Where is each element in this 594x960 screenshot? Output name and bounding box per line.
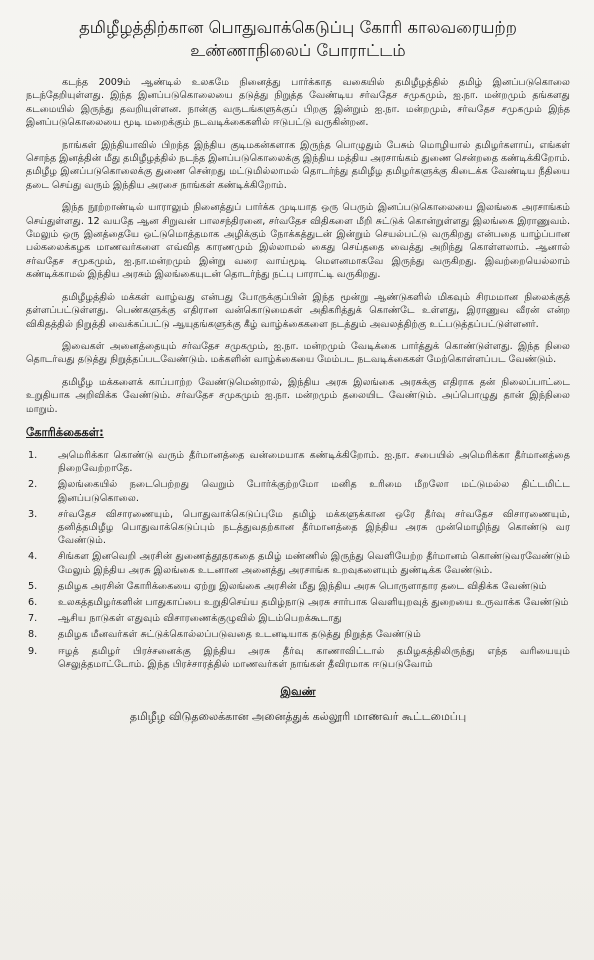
demand-number: 2. bbox=[28, 479, 38, 491]
demand-item bbox=[26, 596, 570, 609]
demand-text: சர்வதேச விசாரணையும், பொதுவாக்கெடுப்புமே தமிழ் மக்களுக்கான ஒரே தீர்வு சர்வதேச விசாரணையும், தனித்தமிழீழ பொதுவாக்கெடுப்பும் நடத்துவதற்கான தீர்மானத்தை இந்திய அரசு முன்மொழிந்து கொண்டு வர வேண்டும். bbox=[58, 508, 570, 547]
demand-text: சிங்கள இனவெறி அரசின் துணைத்தூதரகதை தமிழ் மண்ணில் இருந்து வெளியேற்ற தீர்மானம் கொண்டுவரவேண்டும் மேலும் இந்திய அரசு இலங்கை உடனான அனைத்து அரசாங்க உறவுகளையும் துண்டிக்க வேண்டும். bbox=[58, 551, 570, 576]
demand-number: 6. bbox=[28, 596, 38, 608]
demands-heading: கோரிக்கைகள்: bbox=[26, 424, 104, 439]
demand-item bbox=[26, 628, 570, 641]
demand-text: உலகத்தமிழர்களின் பாதுகாப்பை உறுதிசெய்ய தமிழ்நாடு அரசு சார்பாக வெளியுறவுத் துறையை உருவாக்க வேண்டும் bbox=[58, 596, 569, 608]
paragraph-6: தமிழீழ மக்களைக் காப்பாற்ற வேண்டுமென்றால், இந்திய அரசு இலங்கை அரசுக்கு எதிராக தன் நிலைப்பாட்டை உறுதியாக அறிவிக்க வேண்டும். சர்வதேச சமுகமும் ஐ.நா. மன்றமும் தலையிட வேண்டும். அப்பொழுது தான் இந்நிலை மாறும். bbox=[26, 376, 570, 415]
demand-number: 3. bbox=[28, 508, 38, 520]
signature-organization: தமிழீழ விடுதலைக்கான அனைத்துக் கல்லூரி மாணவர் கூட்டமைப்பு bbox=[129, 709, 467, 723]
demand-item bbox=[26, 645, 570, 671]
demand-number: 5. bbox=[28, 580, 38, 592]
demand-text: ஆசிய நாடுகள் எதுவும் விசாரணைக்குழுவில் இடம்பெறக்கூடாது bbox=[58, 613, 342, 625]
demand-text: அமெரிக்கா கொண்டு வரும் தீர்மானத்தை வன்மையாக கண்டிக்கிறோம். ஐ.நா. சபையில் அமெரிக்கா தீர்மானத்தை நிறைவேற்றாதே. bbox=[58, 449, 570, 475]
demand-number: 8. bbox=[28, 629, 38, 641]
demand-item bbox=[26, 580, 570, 593]
demand-text: இலங்கையில் நடைபெற்றது வெறும் போர்க்குற்றமோ மனித உரிமை மீறலோ மட்டுமல்ல திட்டமிட்ட இனப்படுகொலை. bbox=[58, 479, 570, 504]
paragraph-2: நாங்கள் இந்தியாவில் பிறந்த இந்திய குடிமகன்களாக இருந்த பொழுதும் பேசும் மொழியால் தமிழர்களாய், எங்கள் சொந்த இனத்தின் மீது தமிழீழத்தில் நடந்த இனப்படுகொலைக்கு இந்திய மத்திய அரசாங்கம் துணை சென்றதை கண்டிக்கிறோம். தமிழீழ இனப்படுகொலைக்கு துணை சென்றது மட்டுமில்லாமல் தொடர்ந்து தமிழீழ தமிழர்களுக்கு கிடைக்க வேண்டிய நீதியை தடை செய்து வரும் இந்திய அரசை நாங்கள் கண்டிக்கிறோம். bbox=[26, 139, 570, 191]
document-title bbox=[26, 16, 570, 62]
demand-item bbox=[26, 550, 570, 576]
demand-number: 9. bbox=[28, 645, 38, 657]
demand-item bbox=[26, 612, 570, 625]
demand-text: தமிழக மீனவர்கள் சுட்டுக்கொல்லப்படுவதை உடனடியாக தடுத்து நிறுத்த வேண்டும் bbox=[58, 629, 421, 641]
demand-number: 4. bbox=[28, 551, 38, 563]
demands-list bbox=[26, 449, 570, 671]
paragraph-4: தமிழீழத்தில் மக்கள் வாழ்வது என்பது போருக்குப்பின் இந்த மூன்று ஆண்டுகளில் மிகவும் சிரமமான நிலைக்குத் தள்ளப்பட்டுள்ளது. பெண்களுக்கு எதிரான வன்கொடுமைகள் அதிகரித்துக் கொண்டே உள்ளது, இராணுவ வீரன் என்ற விகிதத்தில் நிறுத்தி வைக்கப்பட்டு ஆயுதங்களுக்கு கீழ் வாழ்க்கைகளை நடத்தும் அவலத்திற்கு உட்படுத்தப்பட்டுள்ளனர். bbox=[26, 291, 570, 330]
demand-number: 7. bbox=[28, 613, 38, 625]
paragraph-1: கடந்த 2009ம் ஆண்டில் உலகமே நினைத்து பார்க்காத வகையில் தமிழீழத்தில் தமிழ் இனப்படுகொலை நடந்தேறியுள்ளது. இந்த இனப்படுகொலையை தடுத்து நிறுத்த வேண்டிய சர்வதேச சமுகமும், ஐ.நா. மன்றமும் தங்களது கடமையில் இருந்து தவறியுள்ளன. நான்கு வருடங்களுக்குப் பிறகு இன்றும் ஐ.நா. மன்றமும், சர்வதேச சமுகமும் இந்த இனப்படுகொலையை மூடி மறைக்கும் நடவடிக்கைகளில் ஈடுபட்டு வருகின்றன. bbox=[26, 77, 570, 129]
demand-number: 1. bbox=[28, 449, 38, 461]
demand-item bbox=[26, 449, 570, 475]
demand-item bbox=[26, 508, 570, 548]
paragraph-5: இவைகள் அனைத்தையும் சர்வதேச சமுகமும், ஐ.நா. மன்றமும் வேடிக்கை பார்த்துக் கொண்டுள்ளது. இந்த நிலை தொடர்வது தடுத்து நிறுத்தப்படவேண்டும். மக்களின் வாழ்க்கையை மேம்பட நடவடிக்கைகள் மேற்கொள்ளப்பட வேண்டும். bbox=[26, 340, 570, 366]
demand-item bbox=[26, 478, 570, 504]
paragraph-3: இந்த நூற்றாண்டில் யாராலும் நினைத்துப் பார்க்க முடியாத ஒரு பெரும் இனப்படுகொலையை இலங்கை அரசாங்கம் செய்துள்ளது. 12 வயதே ஆன சிறுவன் பாலசந்திரனை, சர்வதேச விதிகளை மீறி சுட்டுக் கொன்றுள்ளது இலங்கை இராணுவம். மேலும் ஒரு இனத்தையே ஒட்டுமொத்தமாக அழிக்கும் நோக்கத்துடன் இன்றும் செயல்பட்டு வருகிறது என்பதை யாழ்ப்பான பல்கலைக்கழக மாணவர்களை எவ்வித காரணமும் இல்லாமல் கைது செய்ததை வைத்து அறிந்து கொள்ளலாம். ஆனால் சர்வதேச சமுகமும், ஐ.நா.மன்றமும் இன்று வரை வாய்மூடி மௌனமாகவே இருந்து வருகிறது. இவற்றையெல்லாம் கண்டிக்காமல் இந்திய அரசும் இலங்கையுடன் தொடர்ந்து நட்பு பாராட்டி வருகிறது. bbox=[26, 202, 570, 281]
title-line-1: தமிழீழத்திற்கான பொதுவாக்கெடுப்பு கோரி காலவரையற்ற bbox=[79, 18, 517, 37]
signature-label: இவண் bbox=[280, 684, 316, 698]
title-line-2: உண்ணாநிலைப் போராட்டம் bbox=[190, 41, 406, 60]
demand-text: ஈழத் தமிழர் பிரச்சனைக்கு இந்திய அரசு தீர்வு காணாவிட்டால் தமிழகத்திலிருந்து எந்த வரியையும் செலுத்தமாட்டோம். இந்த பிரச்சாரத்தில் மாணவர்கள் நாங்கள் தீவிரமாக ஈடுபடுவோம் bbox=[58, 645, 570, 670]
demand-text: தமிழக அரசின் கோரிக்கையை ஏற்று இலங்கை அரசின் மீது இந்திய அரசு பொருளாதார தடை விதிக்க வேண்டும் bbox=[58, 580, 547, 592]
